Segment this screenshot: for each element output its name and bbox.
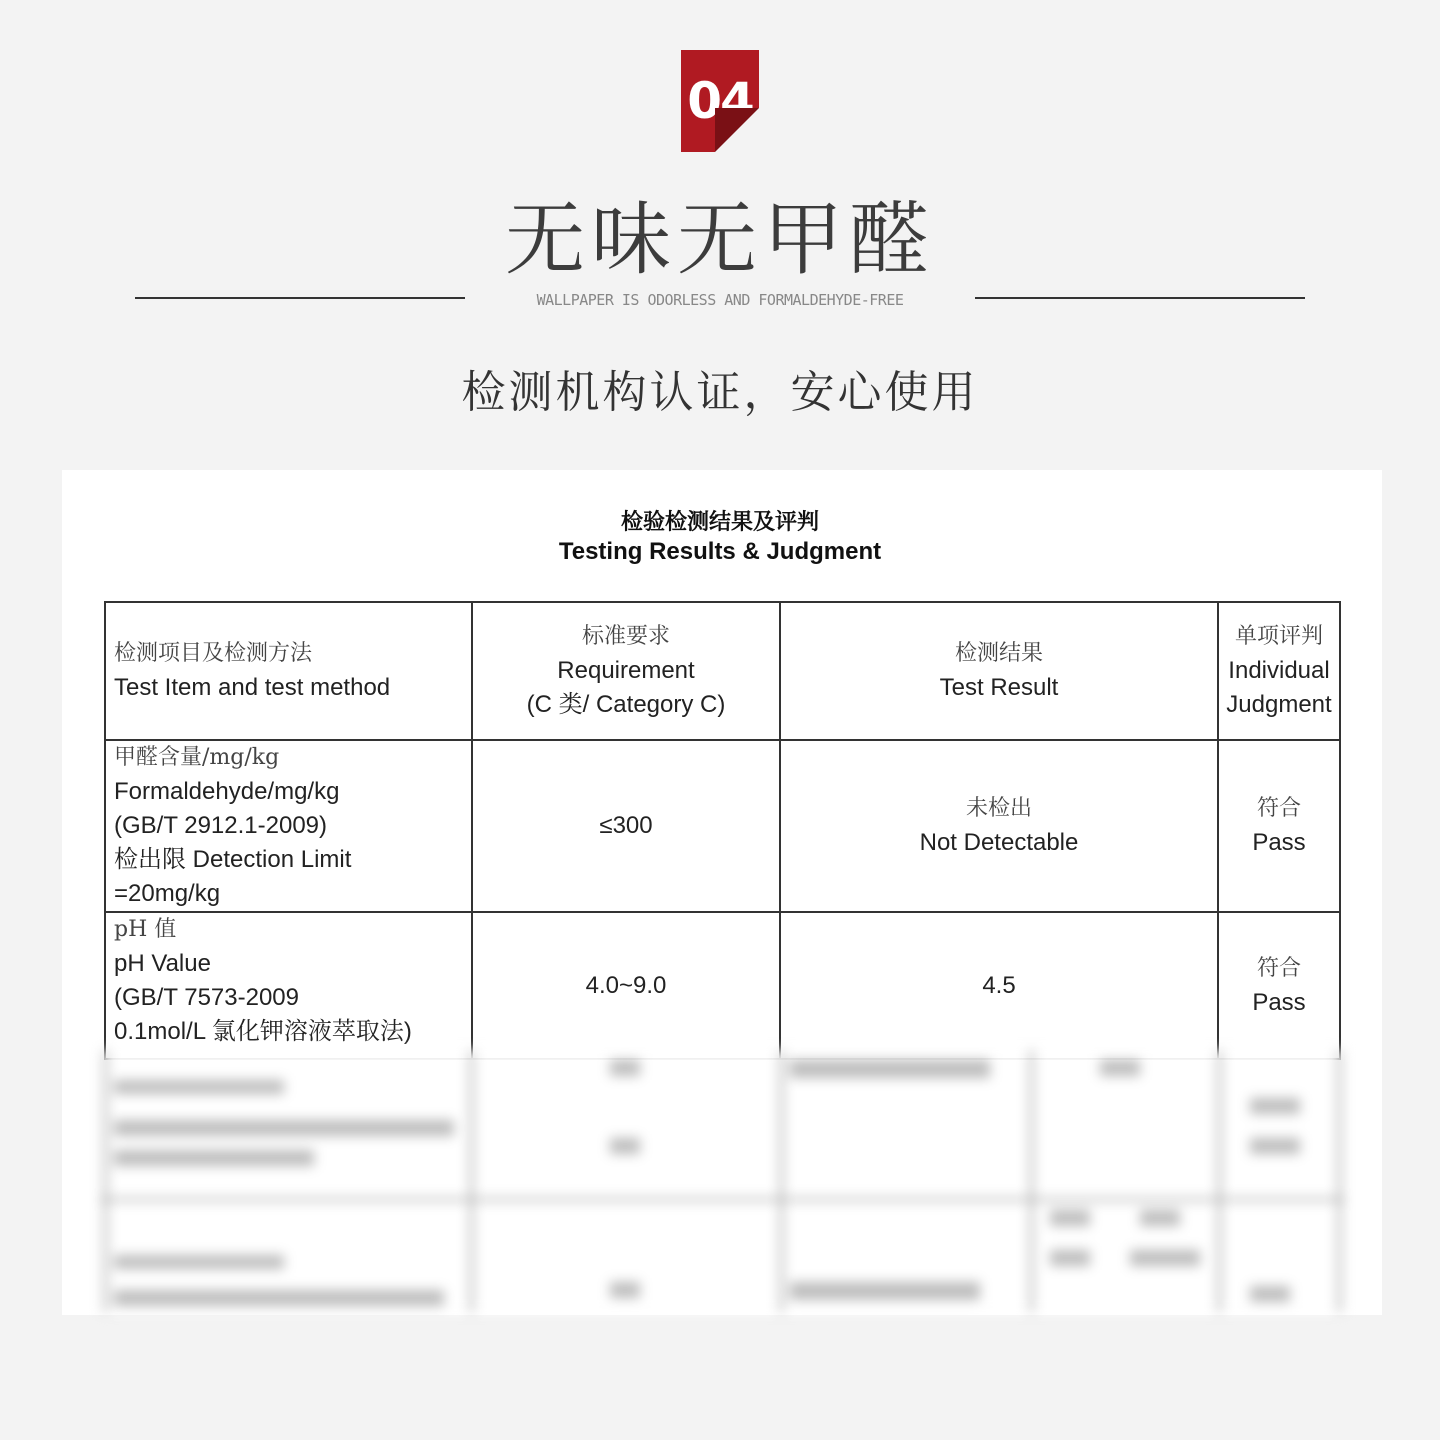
section-number-badge	[681, 50, 759, 152]
tagline: 检测机构认证，安心使用	[461, 367, 979, 418]
english-subtitle: WALLPAPER IS ODORLESS AND FORMALDEHYDE-FREE	[536, 291, 904, 309]
ph-item-cn: pH 值	[114, 917, 177, 942]
header-test-item-en: Test Item and test method	[114, 674, 391, 701]
ph-judgment-cell	[1218, 912, 1340, 1059]
detection-limit-value: =20mg/kg	[114, 880, 221, 907]
table-row	[105, 912, 1340, 1059]
blurred-table-section	[100, 1050, 1345, 1312]
header-judgment-en2: Judgment	[1226, 691, 1332, 718]
header-requirement	[472, 602, 780, 740]
divider-right	[975, 297, 1305, 299]
ph-method: (GB/T 7573-2009	[114, 984, 300, 1011]
formaldehyde-item-en: Formaldehyde/mg/kg	[114, 778, 340, 805]
formaldehyde-judgment-en: Pass	[1252, 829, 1306, 856]
header-requirement-cn: 标准要求	[581, 624, 670, 649]
ph-item-cell	[105, 912, 472, 1059]
section-number: 04	[687, 72, 753, 130]
header-judgment	[1218, 602, 1340, 740]
header-test-result-cn: 检测结果	[954, 641, 1043, 666]
header-test-result	[780, 602, 1218, 740]
header-test-result-en: Test Result	[939, 674, 1059, 701]
report-title-en: Testing Results & Judgment	[558, 538, 882, 565]
header-requirement-en: Requirement	[557, 657, 695, 684]
ph-method-extraction: 0.1mol/L 氯化钾溶液萃取法)	[114, 1018, 412, 1045]
ph-item-en: pH Value	[114, 950, 211, 977]
table-header-row	[105, 602, 1340, 740]
ph-judgment-en: Pass	[1252, 988, 1306, 1016]
results-table	[104, 601, 1341, 1060]
divider-left	[135, 297, 465, 299]
formaldehyde-item-cn: 甲醛含量/mg/kg	[114, 745, 280, 770]
formaldehyde-result-cell	[780, 740, 1218, 912]
main-title: 无味无甲醛	[505, 193, 935, 286]
formaldehyde-result-cn: 未检出	[965, 796, 1032, 821]
ph-result: 4.5	[780, 912, 1218, 1059]
formaldehyde-method: (GB/T 2912.1-2009)	[114, 812, 328, 839]
report-title-cn: 检验检测结果及评判	[620, 510, 819, 535]
ph-judgment-cn: 符合	[1256, 955, 1301, 981]
header-judgment-cn: 单项评判	[1234, 624, 1323, 649]
formaldehyde-judgment-cell	[1218, 740, 1340, 912]
formaldehyde-requirement: ≤300	[472, 740, 780, 912]
header-test-item-cn: 检测项目及检测方法	[114, 641, 313, 666]
table-row	[105, 740, 1340, 912]
page-curl-corner	[715, 108, 759, 152]
header-test-item	[105, 602, 472, 740]
header-judgment-en: Individual	[1228, 657, 1330, 684]
formaldehyde-item-cell	[105, 740, 472, 912]
formaldehyde-judgment-cn: 符合	[1256, 796, 1301, 821]
formaldehyde-result-en: Not Detectable	[919, 829, 1079, 856]
ph-requirement: 4.0~9.0	[472, 912, 780, 1059]
detection-limit: 检出限 Detection Limit	[114, 846, 352, 873]
header-requirement-category: (C 类/ Category C)	[526, 691, 726, 718]
